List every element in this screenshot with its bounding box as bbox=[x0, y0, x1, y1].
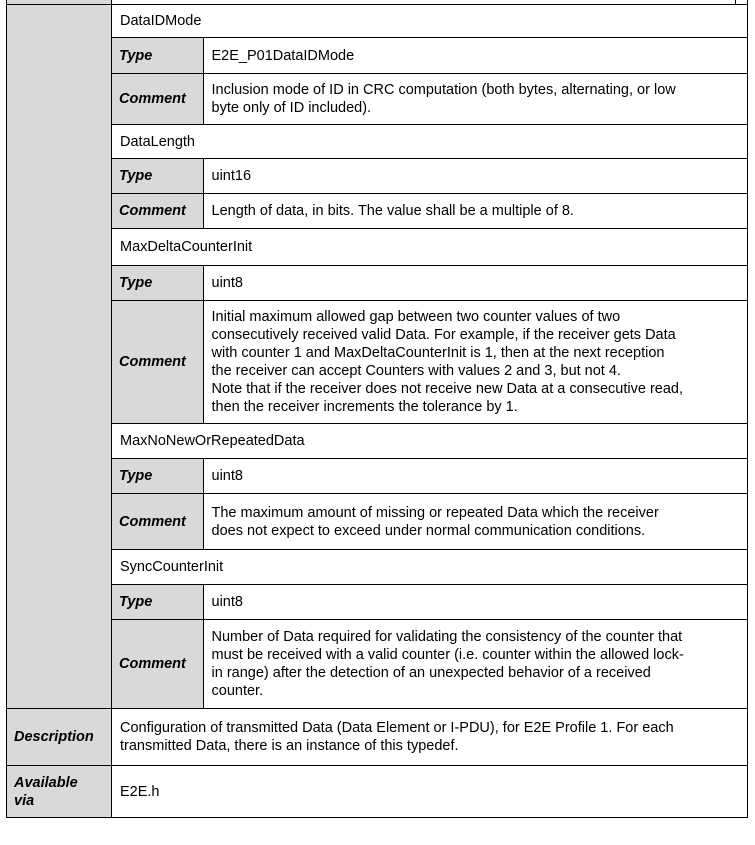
comment-line: counter. bbox=[211, 683, 264, 699]
comment-label: Comment bbox=[112, 620, 203, 709]
available-via-row bbox=[7, 766, 748, 818]
description-label: Description bbox=[7, 709, 112, 766]
comment-line: with counter 1 and MaxDeltaCounterInit is 1, then at the next reception bbox=[211, 345, 665, 361]
element-row bbox=[112, 229, 748, 266]
type-value: uint8 bbox=[203, 459, 748, 494]
comment-value bbox=[203, 620, 748, 709]
type-row bbox=[112, 585, 748, 620]
type-row bbox=[112, 38, 748, 74]
available-via-value: E2E.h bbox=[112, 766, 748, 818]
comment-label: Comment bbox=[112, 494, 203, 550]
comment-line: in range) after the detection of an unexpected behavior of a received bbox=[211, 665, 651, 681]
element-row bbox=[112, 550, 748, 585]
description-line: Configuration of transmitted Data (Data Element or I-PDU), for E2E Profile 1. For each bbox=[120, 720, 674, 736]
available-via-label-line: via bbox=[14, 792, 35, 809]
comment-value bbox=[203, 74, 748, 125]
type-value: uint8 bbox=[203, 266, 748, 301]
type-label: Type bbox=[112, 159, 203, 194]
type-row bbox=[112, 266, 748, 301]
element-name: MaxDeltaCounterInit bbox=[112, 229, 748, 266]
spec-table bbox=[6, 0, 748, 818]
element-row bbox=[112, 5, 748, 38]
comment-label: Comment bbox=[112, 301, 203, 424]
description-line: transmitted Data, there is an instance of this typedef. bbox=[120, 738, 459, 754]
comment-line: Note that if the receiver does not receive new Data at a consecutive read, bbox=[211, 381, 684, 397]
comment-line: Length of data, in bits. The value shall be a multiple of 8. bbox=[211, 203, 574, 219]
type-label: Type bbox=[112, 459, 203, 494]
type-label: Type bbox=[112, 266, 203, 301]
comment-row bbox=[112, 494, 748, 550]
comment-value bbox=[203, 494, 748, 550]
comment-line: Initial maximum allowed gap between two counter values of two bbox=[211, 309, 621, 325]
element-name: DataLength bbox=[112, 125, 748, 159]
available-via-label-line: Available bbox=[14, 774, 78, 791]
comment-row bbox=[112, 194, 748, 229]
element-name: DataIDMode bbox=[112, 5, 748, 38]
description-value bbox=[112, 709, 748, 766]
type-row bbox=[112, 159, 748, 194]
comment-line: does not expect to exceed under normal communication conditions. bbox=[211, 522, 646, 539]
comment-line: must be received with a valid counter (i.e. counter within the allowed lock- bbox=[211, 647, 684, 663]
document-table-section bbox=[6, 0, 747, 818]
comment-line: byte only of ID included). bbox=[211, 100, 372, 116]
comment-line: consecutively received valid Data. For example, if the receiver gets Data bbox=[211, 327, 676, 343]
type-label: Type bbox=[112, 38, 203, 74]
type-value: uint8 bbox=[203, 585, 748, 620]
type-label: Type bbox=[112, 585, 203, 620]
element-row bbox=[112, 424, 748, 459]
element-name: SyncCounterInit bbox=[112, 550, 748, 585]
comment-line: Number of Data required for validating the consistency of the counter that bbox=[211, 629, 683, 645]
description-row bbox=[7, 709, 748, 766]
element-name: MaxNoNewOrRepeatedData bbox=[112, 424, 748, 459]
comment-line: then the receiver increments the tolerance by 1. bbox=[211, 399, 518, 415]
elements-table bbox=[112, 5, 748, 708]
element-row bbox=[112, 125, 748, 159]
comment-label: Comment bbox=[112, 74, 203, 125]
comment-value bbox=[203, 301, 748, 424]
comment-value bbox=[203, 194, 748, 229]
comment-line: Inclusion mode of ID in CRC computation (both bytes, alternating, or low bbox=[211, 82, 676, 98]
available-via-label bbox=[7, 766, 112, 818]
type-row bbox=[112, 459, 748, 494]
comment-line: the receiver can accept Counters with values 2 and 3, but not 4. bbox=[211, 363, 621, 379]
type-value: uint16 bbox=[203, 159, 748, 194]
type-value: E2E_P01DataIDMode bbox=[203, 38, 748, 74]
comment-row bbox=[112, 301, 748, 424]
elements-row bbox=[7, 5, 748, 709]
comment-row bbox=[112, 74, 748, 125]
comment-label: Comment bbox=[112, 194, 203, 229]
comment-row bbox=[112, 620, 748, 709]
comment-line: The maximum amount of missing or repeated Data which the receiver bbox=[211, 504, 659, 521]
